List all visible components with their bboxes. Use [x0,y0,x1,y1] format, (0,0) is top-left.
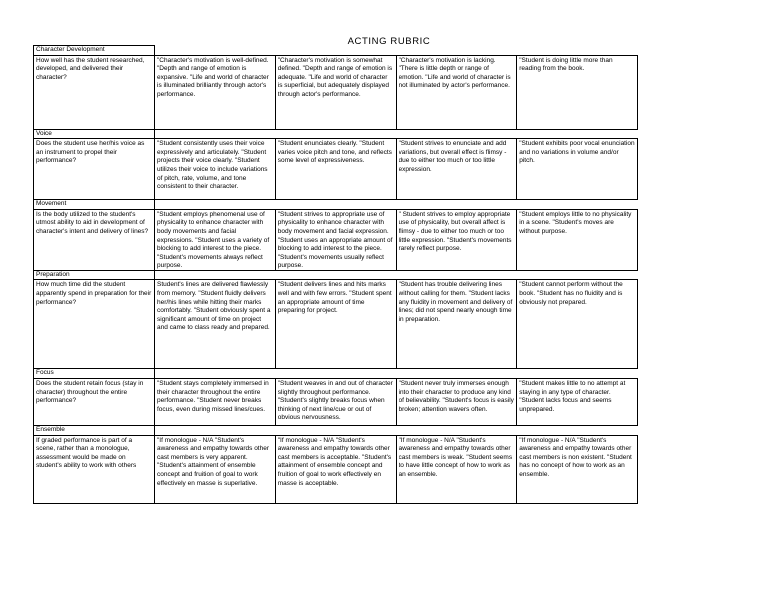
level-3-cell: " Student strives to employ appropriate use of physicality, but overall affect is flimsy - due to either too much or too little expression. "Student's movements rarely reflect purpose. [396,209,517,270]
section-header-row [34,369,638,379]
section-header-row [34,46,638,56]
level-2-cell: "If monologue - N/A "Student's awareness and empathy towards other cast members is acceptable. "Student's attainment of ensemble concept and fruition of goal to work effectively en masse is acceptable. [275,435,396,503]
level-1-cell: "Student consistently uses their voice expressively and articulately. "Student projects their voice clearly. "Student utilizes their voice to include variations of pitch, rate, volume, and tone consistent to their character. [155,139,276,200]
level-3-cell: "If monologue - N/A "Student's awareness and empathy towards other cast members is weak. "Student seems to have little concept of how to work as an ensemble. [396,435,517,503]
level-3-cell: "Student never truly immerses enough into their character to produce any kind of believability. "Student's focus is easily broken; attention wavers often. [396,378,517,425]
level-2-cell: "Student delivers lines and hits marks well and with few errors. "Student spent an appropriate amount of time preparing for project. [275,280,396,369]
level-1-cell: "Student stays completely immersed in their character throughout the entire performance. "Student never breaks focus, even during missed lines/cues. [155,378,276,425]
rubric-table [33,45,638,504]
rubric-title: ACTING RUBRIC [347,36,431,47]
criteria-row [34,280,638,369]
criteria-question: Does the student retain focus (stay in character) throughout the entire performance? [34,378,155,425]
level-3-cell: "Student has trouble delivering lines without calling for them. "Student lacks any fluidity in movement and delivery of lines; did not spend nearly enough time in preparation. [396,280,517,369]
level-3-cell: "Character's motivation is lacking. "There is little depth or range of emotion. "Life and world of character is not illuminated by actor's performance. [396,55,517,129]
criteria-question: How well has the student researched, developed, and delivered their character? [34,55,155,129]
section-heading: Movement [34,200,155,210]
level-1-cell: "Character's motivation is well-defined. "Depth and range of emotion is expansive. "Life and world of character is illuminated brilliantly through actor's performance. [155,55,276,129]
level-3-cell: "Student strives to enunciate and add variations, but overall effect is flimsy - due to either too much or too little expression. [396,139,517,200]
level-4-cell: "Student cannot perform without the book. "Student has no fluidity and is obviously not prepared. [517,280,638,369]
level-4-cell: "Student employs little to no physicality in a scene. "Student's moves are without purpose. [517,209,638,270]
level-4-cell: "If monologue - N/A "Student's awareness and empathy towards other cast members is non existent. "Student has no concept of how to work as an ensemble. [517,435,638,503]
section-header-row [34,129,638,139]
criteria-question: Is the body utilized to the student's utmost ability to aid in development of character's intent and delivery of lines? [34,209,155,270]
criteria-question: If graded performance is part of a scene, rather than a monologue, assessment would be made on student's ability to work with others [34,435,155,503]
level-2-cell: "Student weaves in and out of character slightly throughout performance. "Student's slightly breaks focus when thinking of next line/cue or out of obvious nervousness. [275,378,396,425]
section-heading: Voice [34,129,155,139]
criteria-row [34,435,638,503]
level-4-cell: "Student exhibits poor vocal enunciation and no variations in volume and/or pitch. [517,139,638,200]
level-2-cell: "Student enunciates clearly. "Student varies voice pitch and tone, and reflects some level of expressiveness. [275,139,396,200]
level-2-cell: "Character's motivation is somewhat defined. "Depth and range of emotion is adequate. "Life and world of character is superficial, but adequately displayed through actor's performance. [275,55,396,129]
section-heading: Ensemble [34,425,155,435]
level-1-cell: "If monologue - N/A "Student's awareness and empathy towards other cast members is very apparent. "Student's attainment of ensemble concept and fruition of goal to work effectively en masse is superlative. [155,435,276,503]
section-header-row [34,200,638,210]
level-1-cell: "Student employs phenomenal use of physicality to enhance character with body movements and facial expressions. "Student uses a variety of blocking to add interest to the piece. "Student's movements always reflect purpose. [155,209,276,270]
level-2-cell: "Student strives to appropriate use of physicality to enhance character with body movement and facial expression. "Student uses an appropriate amount of blocking to add interest to the piece. "Student's movements usually reflect purpose. [275,209,396,270]
level-4-cell: "Student is doing little more than reading from the book. [517,55,638,129]
criteria-row [34,139,638,200]
level-1-cell: Student's lines are delivered flawlessly from memory. "Student fluidly delivers her/his lines while hitting their marks comfortably. "Student obviously spent a significant amount of time on project and came to class ready and prepared. [155,280,276,369]
section-heading: Preparation [34,270,155,280]
criteria-row [34,55,638,129]
section-heading: Focus [34,369,155,379]
criteria-row [34,209,638,270]
section-header-row [34,425,638,435]
section-header-row [34,270,638,280]
criteria-row [34,378,638,425]
criteria-question: Does the student use her/his voice as an instrument to propel their performance? [34,139,155,200]
criteria-question: How much time did the student apparently spend in preparation for their performance? [34,280,155,369]
section-heading: Character Development [34,46,155,56]
level-4-cell: "Student makes little to no attempt at staying in any type of character. "Student lacks focus and seems unprepared. [517,378,638,425]
